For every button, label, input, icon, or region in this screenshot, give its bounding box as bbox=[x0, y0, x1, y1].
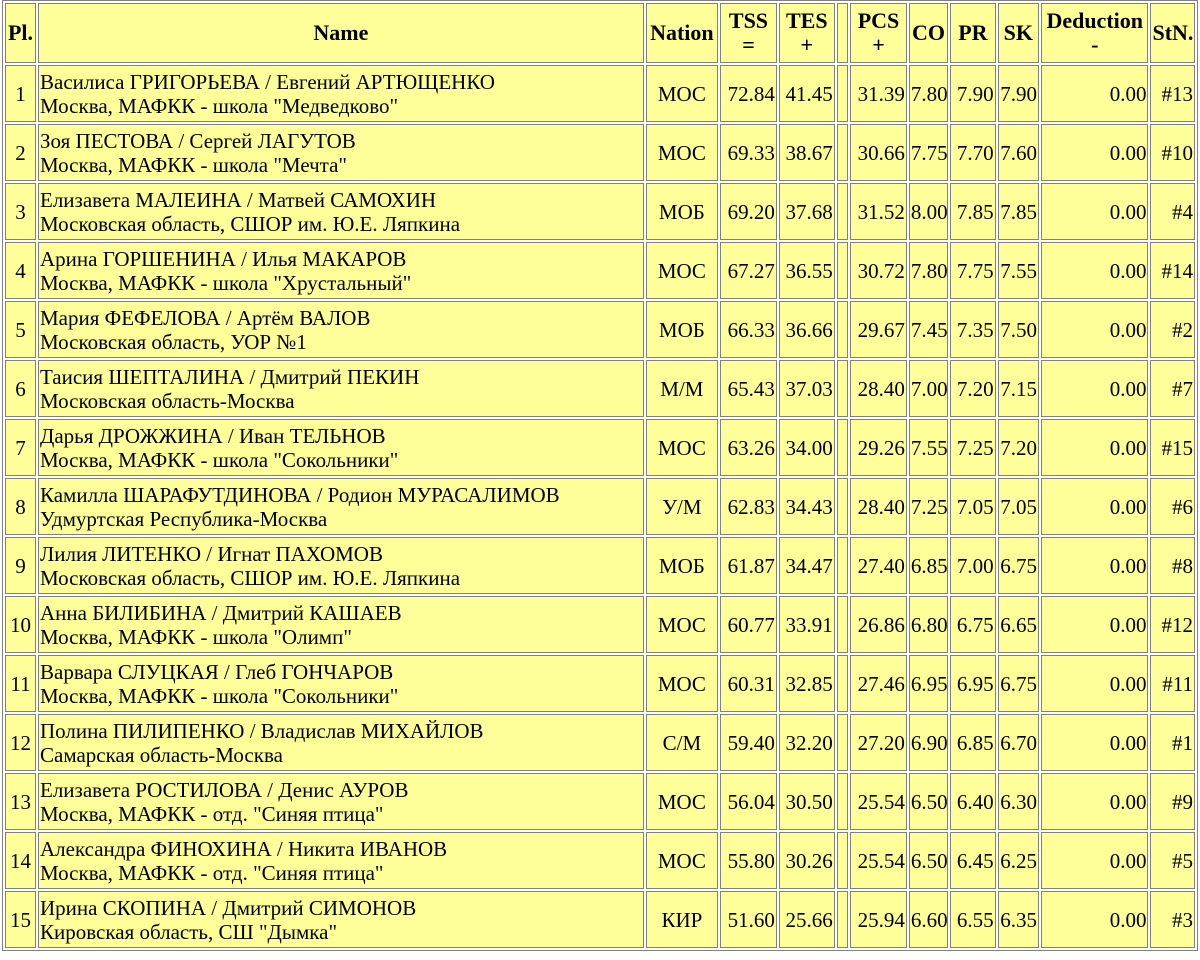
separator-cell bbox=[837, 596, 848, 653]
tss-cell: 59.40 bbox=[720, 714, 777, 771]
header-co: CO bbox=[909, 3, 948, 63]
tss-cell: 62.83 bbox=[720, 478, 777, 535]
tss-cell: 56.04 bbox=[720, 773, 777, 830]
place-cell: 1 bbox=[5, 65, 36, 122]
name-cell bbox=[38, 655, 644, 712]
start-number-cell: #10 bbox=[1150, 124, 1195, 181]
separator-cell bbox=[837, 124, 848, 181]
name-cell bbox=[38, 478, 644, 535]
pcs-cell: 29.67 bbox=[850, 301, 907, 358]
header-tes-sign: + bbox=[800, 32, 814, 57]
place-cell: 4 bbox=[5, 242, 36, 299]
tes-cell: 37.03 bbox=[779, 360, 835, 417]
start-number-cell: #8 bbox=[1150, 537, 1195, 594]
name-cell bbox=[38, 360, 644, 417]
nation-cell: МОС bbox=[646, 596, 718, 653]
deduction-cell: 0.00 bbox=[1041, 478, 1148, 535]
tes-cell: 38.67 bbox=[779, 124, 835, 181]
skater-names: Лилия ЛИТЕНКО / Игнат ПАХОМОВ bbox=[40, 541, 383, 566]
pr-cell: 7.35 bbox=[950, 301, 995, 358]
nation-cell: КИР bbox=[646, 891, 718, 948]
start-number-cell: #11 bbox=[1150, 655, 1195, 712]
sk-cell: 7.55 bbox=[998, 242, 1039, 299]
start-number-cell: #3 bbox=[1150, 891, 1195, 948]
co-cell: 7.75 bbox=[909, 124, 948, 181]
name-cell bbox=[38, 419, 644, 476]
tes-cell: 32.20 bbox=[779, 714, 835, 771]
header-sk: SK bbox=[998, 3, 1039, 63]
tes-cell: 36.55 bbox=[779, 242, 835, 299]
pr-cell: 6.95 bbox=[950, 655, 995, 712]
co-cell: 7.80 bbox=[909, 242, 948, 299]
deduction-cell: 0.00 bbox=[1041, 773, 1148, 830]
tes-cell: 41.45 bbox=[779, 65, 835, 122]
table-row bbox=[5, 360, 1195, 417]
skater-names: Камилла ШАРАФУТДИНОВА / Родион МУРАСАЛИМОВ bbox=[40, 482, 560, 507]
nation-cell: МОС bbox=[646, 655, 718, 712]
skater-names: Полина ПИЛИПЕНКО / Владислав МИХАЙЛОВ bbox=[40, 718, 484, 743]
pr-cell: 7.75 bbox=[950, 242, 995, 299]
nation-cell: С/М bbox=[646, 714, 718, 771]
co-cell: 8.00 bbox=[909, 183, 948, 240]
nation-cell: МОС bbox=[646, 124, 718, 181]
name-cell bbox=[38, 537, 644, 594]
header-pcs-label: PCS bbox=[857, 8, 900, 33]
name-cell bbox=[38, 124, 644, 181]
skater-names: Зоя ПЕСТОВА / Сергей ЛАГУТОВ bbox=[40, 128, 356, 153]
separator-cell bbox=[837, 301, 848, 358]
start-number-cell: #1 bbox=[1150, 714, 1195, 771]
table-row bbox=[5, 65, 1195, 122]
separator-cell bbox=[837, 891, 848, 948]
name-cell bbox=[38, 714, 644, 771]
pr-cell: 7.25 bbox=[950, 419, 995, 476]
co-cell: 6.60 bbox=[909, 891, 948, 948]
start-number-cell: #2 bbox=[1150, 301, 1195, 358]
co-cell: 6.95 bbox=[909, 655, 948, 712]
tes-cell: 32.85 bbox=[779, 655, 835, 712]
name-cell bbox=[38, 832, 644, 889]
name-cell bbox=[38, 183, 644, 240]
deduction-cell: 0.00 bbox=[1041, 65, 1148, 122]
club-name: Кировская область, СШ "Дымка" bbox=[40, 919, 338, 944]
co-cell: 6.80 bbox=[909, 596, 948, 653]
start-number-cell: #5 bbox=[1150, 832, 1195, 889]
club-name: Москва, МАФКК - школа "Хрустальный" bbox=[40, 270, 412, 295]
table-row bbox=[5, 537, 1195, 594]
pr-cell: 7.70 bbox=[950, 124, 995, 181]
name-cell bbox=[38, 242, 644, 299]
start-number-cell: #14 bbox=[1150, 242, 1195, 299]
header-tes-label: TES bbox=[786, 8, 828, 33]
table-row bbox=[5, 478, 1195, 535]
place-cell: 8 bbox=[5, 478, 36, 535]
skater-names: Ирина СКОПИНА / Дмитрий СИМОНОВ bbox=[40, 895, 417, 920]
header-deduction bbox=[1041, 3, 1148, 63]
pr-cell: 6.85 bbox=[950, 714, 995, 771]
separator-cell bbox=[837, 360, 848, 417]
co-cell: 7.25 bbox=[909, 478, 948, 535]
name-cell bbox=[38, 596, 644, 653]
pr-cell: 7.90 bbox=[950, 65, 995, 122]
deduction-cell: 0.00 bbox=[1041, 655, 1148, 712]
pcs-cell: 27.40 bbox=[850, 537, 907, 594]
pcs-cell: 25.54 bbox=[850, 832, 907, 889]
pr-cell: 6.40 bbox=[950, 773, 995, 830]
skater-names: Варвара СЛУЦКАЯ / Глеб ГОНЧАРОВ bbox=[40, 659, 394, 684]
pcs-cell: 27.20 bbox=[850, 714, 907, 771]
tss-cell: 67.27 bbox=[720, 242, 777, 299]
deduction-cell: 0.00 bbox=[1041, 537, 1148, 594]
skater-names: Александра ФИНОХИНА / Никита ИВАНОВ bbox=[40, 836, 448, 861]
separator-cell bbox=[837, 242, 848, 299]
nation-cell: МОС bbox=[646, 419, 718, 476]
pcs-cell: 31.39 bbox=[850, 65, 907, 122]
tes-cell: 34.43 bbox=[779, 478, 835, 535]
skater-names: Таисия ШЕПТАЛИНА / Дмитрий ПЕКИН bbox=[40, 364, 420, 389]
club-name: Московская область-Москва bbox=[40, 388, 295, 413]
tss-cell: 65.43 bbox=[720, 360, 777, 417]
club-name: Москва, МАФКК - школа "Мечта" bbox=[40, 152, 348, 177]
place-cell: 14 bbox=[5, 832, 36, 889]
start-number-cell: #4 bbox=[1150, 183, 1195, 240]
header-pl: Pl. bbox=[5, 3, 36, 63]
sk-cell: 6.65 bbox=[998, 596, 1039, 653]
table-row bbox=[5, 183, 1195, 240]
start-number-cell: #12 bbox=[1150, 596, 1195, 653]
nation-cell: МОБ bbox=[646, 301, 718, 358]
pcs-cell: 25.54 bbox=[850, 773, 907, 830]
place-cell: 6 bbox=[5, 360, 36, 417]
header-pr: PR bbox=[950, 3, 995, 63]
pcs-cell: 30.72 bbox=[850, 242, 907, 299]
tes-cell: 36.66 bbox=[779, 301, 835, 358]
club-name: Московская область, СШОР им. Ю.Е. Ляпкина bbox=[40, 565, 461, 590]
club-name: Москва, МАФКК - школа "Олимп" bbox=[40, 624, 352, 649]
club-name: Удмуртская Республика-Москва bbox=[40, 506, 328, 531]
header-deduction-label: Deduction bbox=[1046, 8, 1143, 33]
tes-cell: 25.66 bbox=[779, 891, 835, 948]
header-nation: Nation bbox=[646, 3, 718, 63]
place-cell: 11 bbox=[5, 655, 36, 712]
table-row bbox=[5, 832, 1195, 889]
club-name: Москва, МАФКК - отд. "Синяя птица" bbox=[40, 801, 384, 826]
deduction-cell: 0.00 bbox=[1041, 301, 1148, 358]
sk-cell: 7.85 bbox=[998, 183, 1039, 240]
skater-names: Елизавета РОСТИЛОВА / Денис АУРОВ bbox=[40, 777, 409, 802]
club-name: Москва, МАФКК - школа "Сокольники" bbox=[40, 447, 399, 472]
nation-cell: МОБ bbox=[646, 183, 718, 240]
start-number-cell: #7 bbox=[1150, 360, 1195, 417]
header-tss bbox=[720, 3, 777, 63]
nation-cell: МОБ bbox=[646, 537, 718, 594]
deduction-cell: 0.00 bbox=[1041, 242, 1148, 299]
tes-cell: 37.68 bbox=[779, 183, 835, 240]
tss-cell: 63.26 bbox=[720, 419, 777, 476]
tss-cell: 72.84 bbox=[720, 65, 777, 122]
skater-names: Василиса ГРИГОРЬЕВА / Евгений АРТЮЩЕНКО bbox=[40, 69, 495, 94]
sk-cell: 7.05 bbox=[998, 478, 1039, 535]
place-cell: 12 bbox=[5, 714, 36, 771]
tss-cell: 69.33 bbox=[720, 124, 777, 181]
sk-cell: 7.20 bbox=[998, 419, 1039, 476]
place-cell: 7 bbox=[5, 419, 36, 476]
header-tss-label: TSS bbox=[728, 8, 769, 33]
place-cell: 2 bbox=[5, 124, 36, 181]
header-separator bbox=[837, 3, 848, 63]
pcs-cell: 29.26 bbox=[850, 419, 907, 476]
co-cell: 7.45 bbox=[909, 301, 948, 358]
pcs-cell: 25.94 bbox=[850, 891, 907, 948]
separator-cell bbox=[837, 65, 848, 122]
separator-cell bbox=[837, 419, 848, 476]
header-tss-sign: = bbox=[742, 32, 755, 57]
deduction-cell: 0.00 bbox=[1041, 419, 1148, 476]
deduction-cell: 0.00 bbox=[1041, 124, 1148, 181]
table-row bbox=[5, 773, 1195, 830]
nation-cell: М/М bbox=[646, 360, 718, 417]
separator-cell bbox=[837, 832, 848, 889]
header-row bbox=[5, 3, 1195, 63]
tss-cell: 66.33 bbox=[720, 301, 777, 358]
table-row bbox=[5, 301, 1195, 358]
start-number-cell: #13 bbox=[1150, 65, 1195, 122]
deduction-cell: 0.00 bbox=[1041, 183, 1148, 240]
table-row bbox=[5, 124, 1195, 181]
sk-cell: 7.90 bbox=[998, 65, 1039, 122]
name-cell bbox=[38, 891, 644, 948]
tes-cell: 30.50 bbox=[779, 773, 835, 830]
pr-cell: 6.55 bbox=[950, 891, 995, 948]
separator-cell bbox=[837, 773, 848, 830]
results-table bbox=[2, 0, 1198, 951]
start-number-cell: #15 bbox=[1150, 419, 1195, 476]
table-row bbox=[5, 714, 1195, 771]
nation-cell: МОС bbox=[646, 242, 718, 299]
club-name: Москва, МАФКК - школа "Сокольники" bbox=[40, 683, 399, 708]
co-cell: 7.55 bbox=[909, 419, 948, 476]
skater-names: Арина ГОРШЕНИНА / Илья МАКАРОВ bbox=[40, 246, 407, 271]
name-cell bbox=[38, 65, 644, 122]
tss-cell: 61.87 bbox=[720, 537, 777, 594]
deduction-cell: 0.00 bbox=[1041, 360, 1148, 417]
club-name: Московская область, УОР №1 bbox=[40, 329, 307, 354]
nation-cell: У/М bbox=[646, 478, 718, 535]
pr-cell: 7.20 bbox=[950, 360, 995, 417]
pcs-cell: 26.86 bbox=[850, 596, 907, 653]
skater-names: Елизавета МАЛЕИНА / Матвей САМОХИН bbox=[40, 187, 437, 212]
place-cell: 13 bbox=[5, 773, 36, 830]
header-pcs bbox=[850, 3, 907, 63]
co-cell: 7.00 bbox=[909, 360, 948, 417]
separator-cell bbox=[837, 537, 848, 594]
tss-cell: 51.60 bbox=[720, 891, 777, 948]
sk-cell: 6.75 bbox=[998, 537, 1039, 594]
pcs-cell: 28.40 bbox=[850, 360, 907, 417]
pcs-cell: 30.66 bbox=[850, 124, 907, 181]
tss-cell: 60.31 bbox=[720, 655, 777, 712]
place-cell: 5 bbox=[5, 301, 36, 358]
deduction-cell: 0.00 bbox=[1041, 714, 1148, 771]
separator-cell bbox=[837, 183, 848, 240]
co-cell: 6.50 bbox=[909, 832, 948, 889]
sk-cell: 6.75 bbox=[998, 655, 1039, 712]
table-row bbox=[5, 596, 1195, 653]
club-name: Москва, МАФКК - отд. "Синяя птица" bbox=[40, 860, 384, 885]
pr-cell: 7.00 bbox=[950, 537, 995, 594]
header-tes bbox=[779, 3, 835, 63]
co-cell: 6.85 bbox=[909, 537, 948, 594]
header-name: Name bbox=[38, 3, 644, 63]
pr-cell: 6.45 bbox=[950, 832, 995, 889]
name-cell bbox=[38, 301, 644, 358]
sk-cell: 7.15 bbox=[998, 360, 1039, 417]
sk-cell: 6.70 bbox=[998, 714, 1039, 771]
separator-cell bbox=[837, 478, 848, 535]
pcs-cell: 27.46 bbox=[850, 655, 907, 712]
club-name: Самарская область-Москва bbox=[40, 742, 283, 767]
pr-cell: 6.75 bbox=[950, 596, 995, 653]
sk-cell: 6.30 bbox=[998, 773, 1039, 830]
deduction-cell: 0.00 bbox=[1041, 596, 1148, 653]
tes-cell: 30.26 bbox=[779, 832, 835, 889]
separator-cell bbox=[837, 714, 848, 771]
start-number-cell: #6 bbox=[1150, 478, 1195, 535]
header-stn: StN. bbox=[1150, 3, 1195, 63]
name-cell bbox=[38, 773, 644, 830]
nation-cell: МОС bbox=[646, 65, 718, 122]
place-cell: 10 bbox=[5, 596, 36, 653]
club-name: Москва, МАФКК - школа "Медведково" bbox=[40, 93, 399, 118]
start-number-cell: #9 bbox=[1150, 773, 1195, 830]
tes-cell: 34.00 bbox=[779, 419, 835, 476]
co-cell: 6.90 bbox=[909, 714, 948, 771]
tss-cell: 60.77 bbox=[720, 596, 777, 653]
tss-cell: 69.20 bbox=[720, 183, 777, 240]
pr-cell: 7.05 bbox=[950, 478, 995, 535]
sk-cell: 6.25 bbox=[998, 832, 1039, 889]
tss-cell: 55.80 bbox=[720, 832, 777, 889]
co-cell: 7.80 bbox=[909, 65, 948, 122]
skater-names: Мария ФЕФЕЛОВА / Артём ВАЛОВ bbox=[40, 305, 371, 330]
table-row bbox=[5, 891, 1195, 948]
table-row bbox=[5, 242, 1195, 299]
pcs-cell: 28.40 bbox=[850, 478, 907, 535]
deduction-cell: 0.00 bbox=[1041, 832, 1148, 889]
header-deduction-sign: - bbox=[1091, 32, 1099, 57]
club-name: Московская область, СШОР им. Ю.Е. Ляпкина bbox=[40, 211, 461, 236]
pcs-cell: 31.52 bbox=[850, 183, 907, 240]
sk-cell: 7.60 bbox=[998, 124, 1039, 181]
place-cell: 3 bbox=[5, 183, 36, 240]
skater-names: Анна БИЛИБИНА / Дмитрий КАШАЕВ bbox=[40, 600, 402, 625]
tes-cell: 34.47 bbox=[779, 537, 835, 594]
deduction-cell: 0.00 bbox=[1041, 891, 1148, 948]
separator-cell bbox=[837, 655, 848, 712]
nation-cell: МОС bbox=[646, 832, 718, 889]
header-pcs-sign: + bbox=[872, 32, 885, 57]
table-row bbox=[5, 419, 1195, 476]
pr-cell: 7.85 bbox=[950, 183, 995, 240]
co-cell: 6.50 bbox=[909, 773, 948, 830]
sk-cell: 6.35 bbox=[998, 891, 1039, 948]
table-row bbox=[5, 655, 1195, 712]
tes-cell: 33.91 bbox=[779, 596, 835, 653]
place-cell: 15 bbox=[5, 891, 36, 948]
nation-cell: МОС bbox=[646, 773, 718, 830]
place-cell: 9 bbox=[5, 537, 36, 594]
skater-names: Дарья ДРОЖЖИНА / Иван ТЕЛЬНОВ bbox=[40, 423, 386, 448]
sk-cell: 7.50 bbox=[998, 301, 1039, 358]
